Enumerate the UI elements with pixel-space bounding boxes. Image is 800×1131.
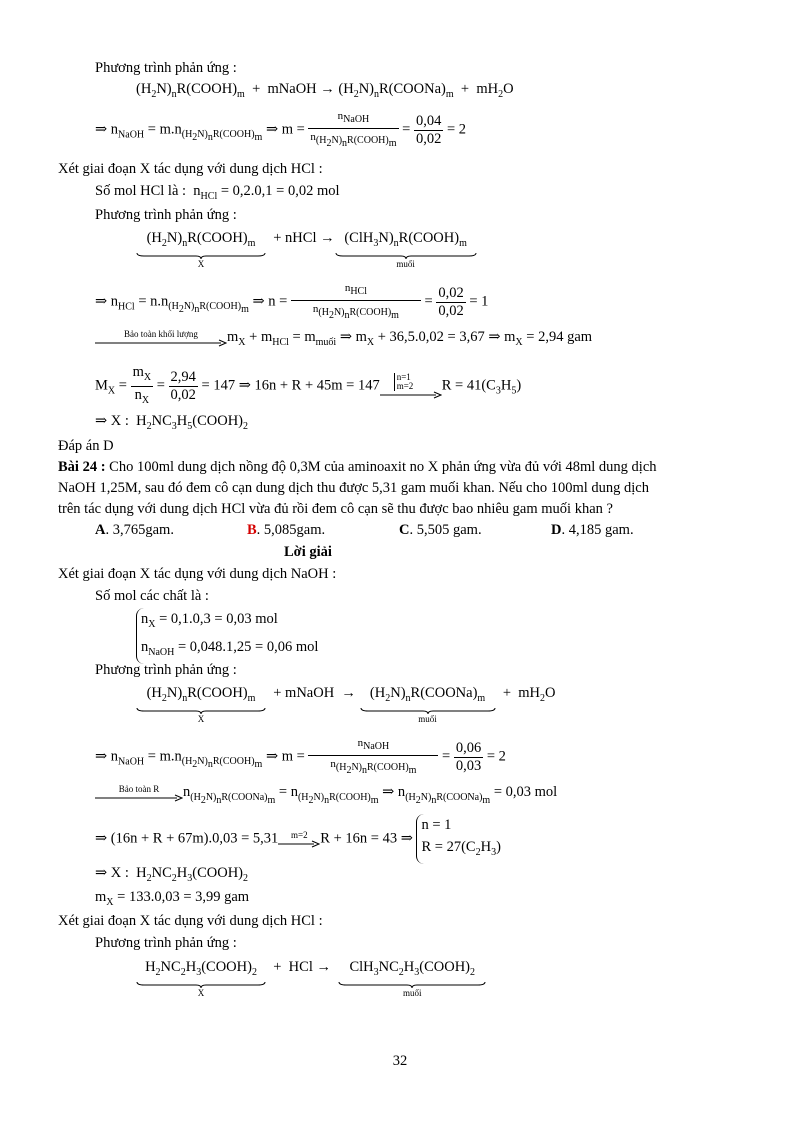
equation-hcl-1: $(H_2N)_nR(COOH)_m$ X + nHCl → $(ClH_3N)_nR(COOH)_m$ muối: [136, 229, 477, 269]
problem-24-line-2: NaOH 1,25M, sau đó đem cô cạn dung dịch thu được 5,31 gam muối khan. Nếu cho 100ml dung dịch: [58, 480, 649, 496]
mass-x-2: $m_X = 133.0,03 = 3,99$ gam: [95, 889, 250, 908]
equation-hcl-2: $H_2NC_2H_3(COOH)_2$ X + HCl → $ClH_3NC_2H_3(COOH)_2$ muối: [136, 958, 486, 998]
equation-mx-1: $M_X$ = $\frac{m_X}{n_X}$ = $\frac{2,94}{0,02}$ = 147 ⇒ 16n + R + 45m = 147 n=1 m=2 $R = 41(C_3H_5)$: [95, 364, 522, 406]
mol-heading: Số mol các chất là :: [95, 588, 209, 604]
page-number: 32: [392, 1053, 408, 1069]
section-hcl-1: Xét giai đoạn X tác dụng với dung dịch HCl :: [58, 161, 323, 177]
equation-m-1: ⇒ $n_{NaOH} = m.n_{(H_2N)_nR(COOH)_m}$ ⇒ m = $\frac{n_{NaOH}}{n_{(H_2N)_nR(COOH)_m}}$ = $\frac{0,04}{0,02}$ = 2: [95, 110, 466, 150]
result-x-1: ⇒ X : $H_2NC_3H_5(COOH)_2$: [95, 413, 249, 432]
equation-m-2: ⇒ $n_{NaOH} = m.n_{(H_2N)_nR(COOH)_m}$ ⇒ m = $\frac{n_{NaOH}}{n_{(H_2N)_nR(COOH)_m}}$ = $\frac{0,06}{0,03}$ = 2: [95, 737, 506, 777]
section-naoh-2: Xét giai đoạn X tác dụng với dung dịch NaOH :: [58, 566, 337, 582]
option-a: A. 3,765gam.: [95, 522, 174, 538]
answer-previous: Đáp án D: [58, 438, 114, 454]
option-d: D. 4,185 gam.: [551, 522, 634, 538]
hcl-mol-line: Số mol HCl là : $n_{HCl} = 0,2.0,1 = 0,02$ mol: [95, 183, 340, 202]
result-x-2: ⇒ X : $H_2NC_2H_3(COOH)_2$: [95, 865, 249, 884]
heading-reaction-4: Phương trình phản ứng :: [95, 935, 237, 951]
option-b: B. 5,085gam.: [247, 522, 326, 538]
problem-24-line-3: trên tác dụng với dung dịch HCl vừa đủ rồi đem cô cạn sẽ thu được bao nhiêu gam muối khan ?: [58, 501, 613, 517]
heading-reaction-1: Phương trình phản ứng :: [95, 60, 237, 76]
solution-heading: Lời giải: [284, 544, 332, 560]
heading-reaction-3: Phương trình phản ứng :: [95, 662, 237, 678]
equation-btr: Bảo toàn R $n_{(H_2N)_nR(COONa)_m} = n_{(H_2N)_nR(COOH)_m}$ ⇒ $n_{(H_2N)_nR(COONa)_m} = 0,03$ mol: [118, 783, 558, 806]
heading-reaction-2: Phương trình phản ứng :: [95, 207, 237, 223]
equation-mass-1: Bảo toàn khối lượng $m_X + m_{HCl} = m_{muối}$ ⇒ $m_X + 36,5.0,02 = 3,67$ ⇒ $m_X = 2,94$ gam: [124, 328, 593, 348]
equation-n-1: ⇒ $n_{HCl} = n.n_{(H_2N)_nR(COOH)_m}$ ⇒ n = $\frac{n_{HCl}}{n_{(H_2N)_nR(COOH)_m}}$ = $\frac{0,02}{0,02}$ = 1: [95, 282, 489, 322]
equation-r-2: ⇒ (16n + R + 67m).0,03 = 5,31 m=2 R + 16n = 43 ⇒ n = 1 $R = 27(C_2H_3)$: [95, 814, 501, 864]
problem-24-line-1: Bài 24 : Cho 100ml dung dịch nồng độ 0,3M của aminoaxit no X phản ứng vừa đủ với 48ml dung dịch: [58, 459, 657, 475]
mol-system: $n_X = 0,1.0,3 = 0,03$ mol $n_{NaOH} = 0,048.1,25 = 0,06$ mol: [136, 608, 318, 664]
equation-naoh-2: $(H_2N)_nR(COOH)_m$ X + mNaOH → $(H_2N)_nR(COONa)_m$ muối + $mH_2O$: [136, 684, 555, 724]
equation-naoh-1: $(H_2N)_nR(COOH)_m$ + mNaOH → $(H_2N)_nR(COONa)_m + mH_2O$: [136, 81, 514, 100]
section-hcl-2: Xét giai đoạn X tác dụng với dung dịch HCl :: [58, 913, 323, 929]
option-c: C. 5,505 gam.: [399, 522, 482, 538]
